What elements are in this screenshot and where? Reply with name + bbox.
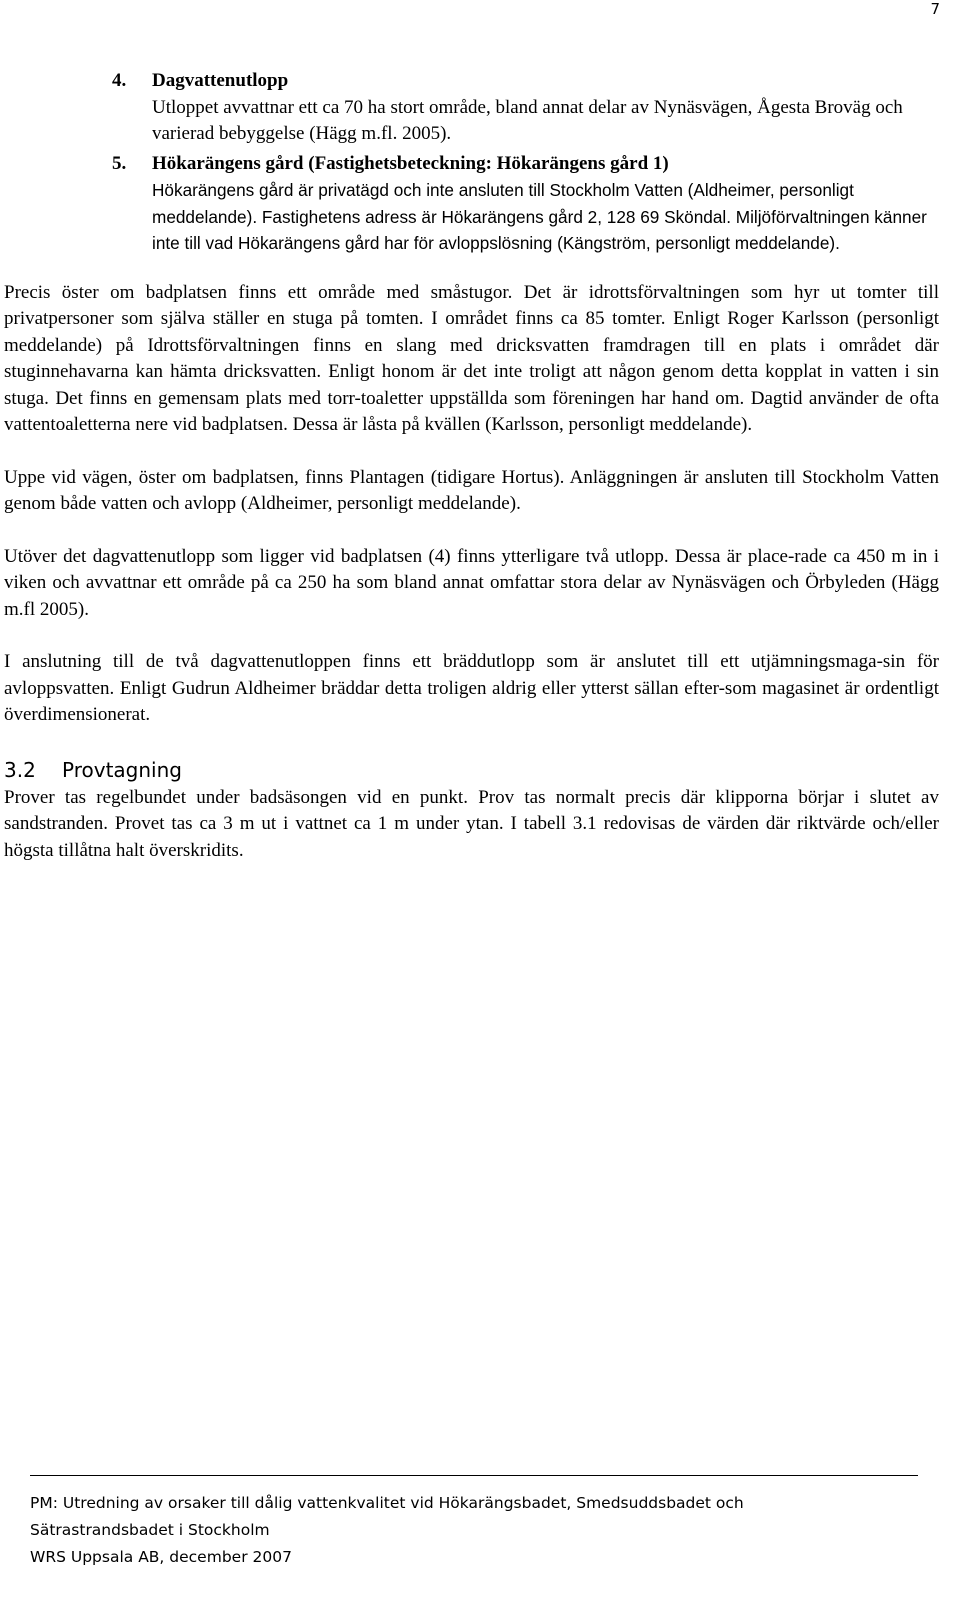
list-item-number: 5.	[112, 152, 127, 174]
list-item-body	[152, 151, 939, 257]
footer-line-2: Sätrastrandsbadet i Stockholm	[30, 1521, 270, 1539]
list-item-heading: Hökarängens gård (Fastighetsbeteckning: Hökarängens gård 1)	[152, 152, 669, 174]
page-number: 7	[930, 0, 940, 18]
document-body	[4, 68, 939, 864]
section-heading	[4, 755, 939, 785]
list-item-body	[152, 68, 939, 148]
list-item-text: Utloppet avvattnar ett ca 70 ha stort område, bland annat delar av Nynäsvägen, Ågesta Broväg och varierad bebyggelse (Hägg m.fl. 2005).	[152, 96, 903, 144]
paragraph: Utöver det dagvattenutlopp som ligger vid badplatsen (4) finns ytterligare två utlopp. Dessa är place-rade ca 450 m in i viken och avvattnar ett område på ca 250 ha som bland annat omfattar stora delar av Nynäsvägen och Örbyleden (Hägg m.fl 2005).	[4, 545, 939, 620]
paragraph: I anslutning till de två dagvattenutloppen finns ett bräddutlopp som är anslutet till ett utjämningsmaga-sin för avloppsvatten. Enligt Gudrun Aldheimer bräddar detta troligen aldrig eller ytterst sällan efter-som magasinet är ordentligt överdimensionerat.	[4, 651, 939, 725]
section-title: Provtagning	[62, 757, 182, 782]
list-item-heading: Dagvattenutlopp	[152, 70, 289, 91]
list-item-4	[112, 68, 939, 148]
paragraph: Precis öster om badplatsen finns ett område med småstugor. Det är idrottsförvaltningen som hyr ut tomter till privatpersoner som själva ställer en stuga på tomten. I området finns ca 85 tomter. Enligt Roger Karlsson (personligt meddelande) på Idrottsförvaltningen finns en slang med dricksvatten framdragen till en plats i området där stuginnehavarna kan hämta dricksvatten. Enligt honom är det inte troligt att någon genom detta kopplat in vatten i sin stuga. Det finns en gemensam plats med torr-toaletter uppställda som föreningen har hand om. Dagtid använder de ofta vattentoaletterna nere vid badplatsen. Dessa är låsta på kvällen (Karlsson, personligt meddelande).	[4, 281, 939, 435]
list-item-text: Hökarängens gård är privatägd och inte ansluten till Stockholm Vatten (Aldheimer, personligt meddelande). Fastighetens adress är Hökarängens gård 2, 128 69 Sköndal. Miljöförvaltningen känner inte till vad Hökarängens gård har för avloppslösning (Kängström, personligt meddelande).	[152, 180, 927, 253]
list-item-number: 4.	[112, 70, 127, 91]
paragraph: Uppe vid vägen, öster om badplatsen, finns Plantagen (tidigare Hortus). Anläggningen är ansluten till Stockholm Vatten genom både vatten och avlopp (Aldheimer, personligt meddelande).	[4, 466, 939, 514]
footer-line-3: WRS Uppsala AB, december 2007	[30, 1548, 292, 1566]
list-item-5	[112, 151, 939, 257]
page-footer	[30, 1475, 918, 1571]
footer-line-1: PM: Utredning av orsaker till dålig vattenkvalitet vid Hökarängsbadet, Smedsuddsbadet och	[30, 1494, 744, 1512]
section-number: 3.2	[4, 757, 36, 782]
section-paragraph: Prover tas regelbundet under badsäsongen vid en punkt. Prov tas normalt precis där klipporna börjar i slutet av sandstranden. Provet tas ca 3 m ut i vattnet ca 1 m under ytan. I tabell 3.1 redovisas de värden där riktvärde och/eller högsta tillåtna halt överskridits.	[4, 786, 939, 861]
